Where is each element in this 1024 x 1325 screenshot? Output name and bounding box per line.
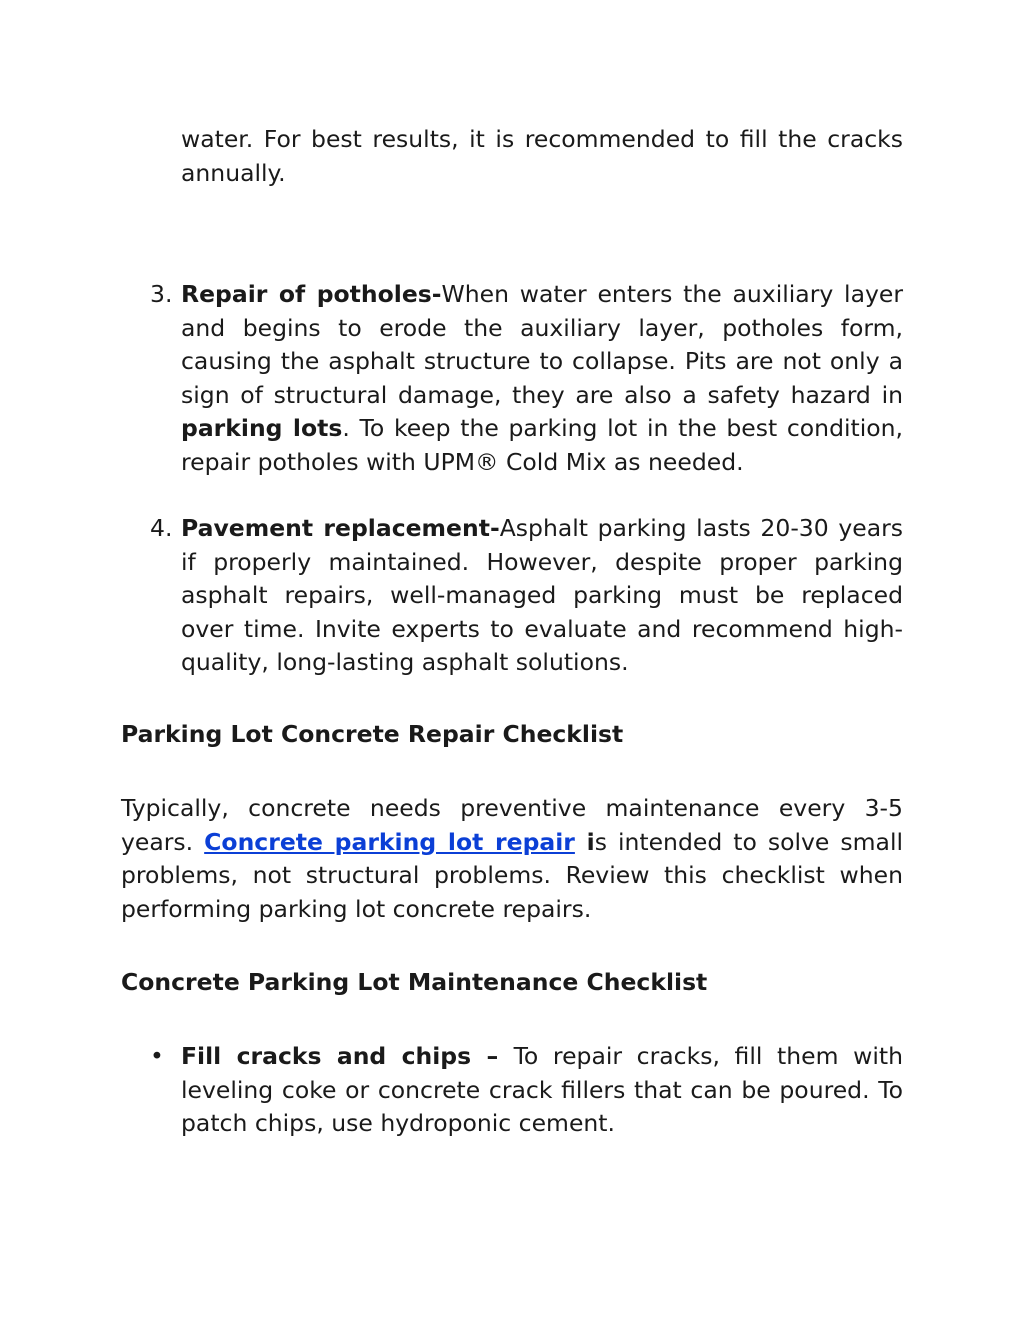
bullet-marker: • bbox=[150, 1042, 164, 1070]
list-item-text: When water enters the auxiliary layer and begins to erode the auxiliary layer, potholes form, causing the asphalt structure to collapse. Pits are not only a sign of structural damage, they are also a safety hazard in bbox=[181, 280, 903, 409]
list-item-text-continued: . To keep the parking lot in the best condition, repair potholes with UPM® Cold Mix as needed. bbox=[181, 414, 904, 476]
bullet-item-title: Fill cracks and chips – bbox=[181, 1042, 514, 1070]
section-heading-concrete-repair-checklist: Parking Lot Concrete Repair Checklist bbox=[121, 720, 624, 748]
list-number-3: 3. bbox=[150, 280, 173, 308]
section-heading-maintenance-checklist: Concrete Parking Lot Maintenance Checklist bbox=[121, 968, 708, 996]
bold-phrase-parking-lots: parking lots bbox=[181, 414, 343, 442]
concrete-parking-lot-repair-link[interactable]: Concrete parking lot repair bbox=[204, 827, 575, 856]
paragraph-concrete-maintenance bbox=[121, 792, 903, 926]
list-item-repair-potholes bbox=[181, 278, 903, 479]
list-number-4: 4. bbox=[150, 514, 173, 542]
list-item-title: Repair of potholes- bbox=[181, 280, 442, 308]
paragraph-text-continued: s intended to solve small problems, not structural problems. Review this checklist when performing parking lot concrete repairs. bbox=[121, 827, 903, 923]
continued-paragraph-text: water. For best results, it is recommended to fill the cracks annually. bbox=[181, 125, 903, 187]
bold-letter-i: i bbox=[574, 827, 595, 856]
list-item-text: Asphalt parking lasts 20-30 years if properly maintained. However, despite proper parking asphalt repairs, well-managed parking must be replaced over time. Invite experts to evaluate and recommend high-quality, long-lasting asphalt solutions. bbox=[181, 514, 904, 676]
bullet-item-text: To repair cracks, fill them with leveling coke or concrete crack fillers that can be poured. To patch chips, use hydroponic cement. bbox=[181, 1042, 903, 1137]
list-item-title: Pavement replacement- bbox=[181, 514, 500, 542]
bullet-item-fill-cracks bbox=[181, 1040, 903, 1141]
paragraph-text: Typically, concrete needs preventive maintenance every 3-5 years. bbox=[121, 794, 903, 856]
list-item-pavement-replacement bbox=[181, 512, 903, 680]
continued-paragraph bbox=[181, 123, 903, 190]
